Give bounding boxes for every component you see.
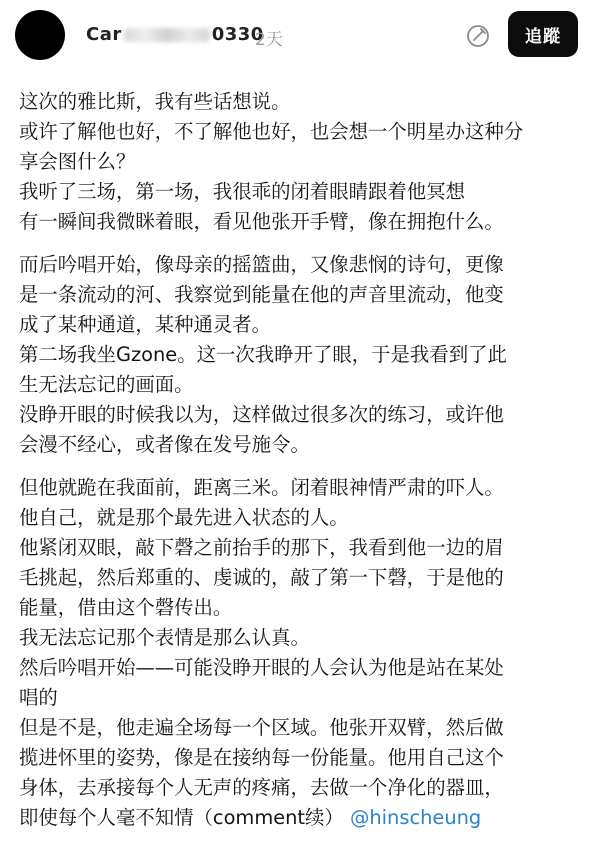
text-line: 揽进怀里的姿势，像是在接纳每一份能量。他用自己这个 — [19, 746, 504, 769]
text-line: 生无法忘记的画面。 — [19, 373, 194, 396]
text-line: 享会图什么？ — [19, 150, 136, 173]
text-line: 然后吟唱开始——可能没睁开眼的人会认为他是站在某处 — [19, 656, 504, 679]
post-timestamp: 2天 — [255, 30, 283, 50]
username-suffix: 0330 — [211, 24, 264, 45]
avatar[interactable] — [15, 10, 65, 60]
text-line: 成了某种通道，某种通灵者。 — [19, 313, 272, 336]
text-line: 他自己，就是那个最先进入状态的人。 — [19, 506, 349, 529]
text-line: 我无法忘记那个表情是那么认真。 — [19, 626, 310, 649]
paragraph-2 — [19, 250, 589, 460]
text-line: 但他就跪在我面前，距离三米。闭着眼神情严肃的吓人。 — [19, 476, 504, 499]
username[interactable] — [86, 24, 264, 45]
text-line: 会漫不经心，或者像在发号施令。 — [19, 433, 310, 456]
text-line: 这次的雅比斯，我有些话想说。 — [19, 90, 291, 113]
text-line: 能量，借由这个磬传出。 — [19, 596, 233, 619]
text-line: 但是不是，他走遍全场每一个区域。他张开双臂，然后做 — [19, 716, 504, 739]
edit-icon[interactable] — [466, 24, 490, 48]
text-line: 唱的 — [19, 686, 58, 709]
text-line: 毛挑起，然后郑重的、虔诚的，敲了第一下磬，于是他的 — [19, 566, 504, 589]
paragraph-1 — [19, 87, 589, 237]
mention-link[interactable]: @hinscheung — [349, 806, 482, 829]
text-line: 有一瞬间我微眯着眼，看见他张开手臂，像在拥抱什么。 — [19, 210, 504, 233]
follow-button[interactable]: 追蹤 — [508, 11, 578, 57]
text-line: 我听了三场，第一场，我很乖的闭着眼睛跟着他冥想 — [19, 180, 465, 203]
text-line: 是一条流动的河、我察觉到能量在他的声音里流动，他变 — [19, 283, 504, 306]
post-header — [0, 0, 600, 78]
text-line-last — [19, 803, 589, 833]
username-redaction — [124, 28, 210, 42]
text-line: 或许了解他也好，不了解他也好，也会想一个明星办这种分 — [19, 120, 524, 143]
text-line-content: 即使每个人毫不知情（comment续） — [19, 806, 344, 829]
post-body — [19, 87, 589, 846]
text-line: 他紧闭双眼，敲下磬之前抬手的那下，我看到他一边的眉 — [19, 536, 504, 559]
text-line: 身体，去承接每个人无声的疼痛，去做一个净化的器皿， — [19, 776, 504, 799]
paragraph-3 — [19, 473, 589, 833]
username-prefix: Car — [86, 24, 122, 45]
text-line: 而后吟唱开始，像母亲的摇篮曲，又像悲悯的诗句，更像 — [19, 253, 504, 276]
text-line: 没睁开眼的时候我以为，这样做过很多次的练习，或许他 — [19, 403, 504, 426]
text-line: 第二场我坐Gzone。这一次我睁开了眼，于是我看到了此 — [19, 343, 507, 366]
